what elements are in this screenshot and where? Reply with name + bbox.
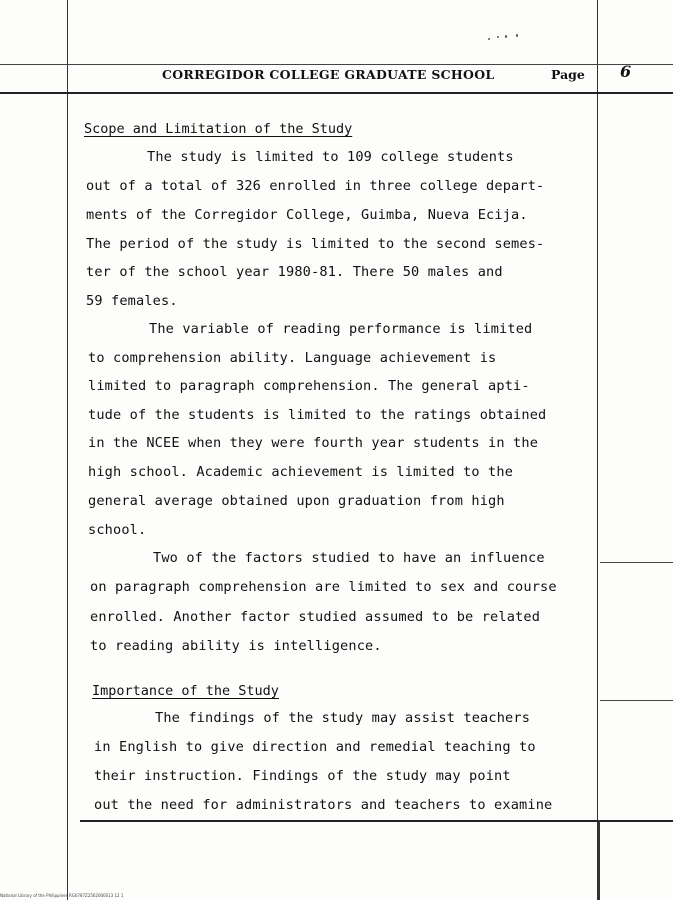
text-line: on paragraph comprehension are limited to sex and course xyxy=(90,579,557,595)
header-bottom-rule xyxy=(0,92,673,94)
text-line: out the need for administrators and teachers to examine xyxy=(94,797,553,813)
scan-speck xyxy=(516,34,518,37)
text-line: high school. Academic achievement is limited to the xyxy=(88,464,514,480)
text-line: ter of the school year 1980-81. There 50 males and xyxy=(86,264,503,280)
text-line: their instruction. Findings of the study may point xyxy=(94,768,511,784)
right-margin-tick-1 xyxy=(600,562,673,563)
text-line: The period of the study is limited to the second semes- xyxy=(86,236,545,252)
header-top-rule xyxy=(0,64,673,65)
text-line: out of a total of 326 enrolled in three college depart- xyxy=(86,178,545,194)
section-heading-scope: Scope and Limitation of the Study xyxy=(84,121,353,137)
bottom-rule xyxy=(80,820,673,822)
text-line: enrolled. Another factor studied assumed to be related xyxy=(90,609,541,625)
right-edge-line xyxy=(598,820,600,900)
text-line: Two of the factors studied to have an influence xyxy=(153,550,545,566)
text-line: in English to give direction and remedial teaching to xyxy=(94,739,536,755)
page-label: Page xyxy=(551,67,585,82)
text-line: 59 females. xyxy=(86,293,178,309)
text-line: The findings of the study may assist teachers xyxy=(155,710,531,726)
text-line: tude of the students is limited to the ratings obtained xyxy=(88,407,547,423)
text-line: The study is limited to 109 college students xyxy=(147,149,514,165)
right-margin-tick-2 xyxy=(600,700,673,701)
page-header-title: CORREGIDOR COLLEGE GRADUATE SCHOOL xyxy=(162,67,495,82)
archive-footer-note: National Library of the Philippines RG0787Z2562000S13 12 1 xyxy=(0,893,124,898)
text-line: in the NCEE when they were fourth year students in the xyxy=(88,435,539,451)
text-line: The variable of reading performance is limited xyxy=(149,321,533,337)
scan-speck xyxy=(497,36,499,38)
text-line: ments of the Corregidor College, Guimba, Nueva Ecija. xyxy=(86,207,528,223)
text-line: limited to paragraph comprehension. The general apti- xyxy=(88,378,530,394)
text-line: school. xyxy=(88,522,147,538)
text-line: to reading ability is intelligence. xyxy=(90,638,382,654)
left-margin-line xyxy=(67,0,68,900)
page-number: 6 xyxy=(620,62,632,81)
right-margin-line xyxy=(597,0,598,900)
text-line: general average obtained upon graduation from high xyxy=(88,493,505,509)
scan-speck xyxy=(488,38,490,40)
text-line: to comprehension ability. Language achievement is xyxy=(88,350,497,366)
section-heading-importance: Importance of the Study xyxy=(92,683,279,699)
scan-speck xyxy=(505,35,507,38)
